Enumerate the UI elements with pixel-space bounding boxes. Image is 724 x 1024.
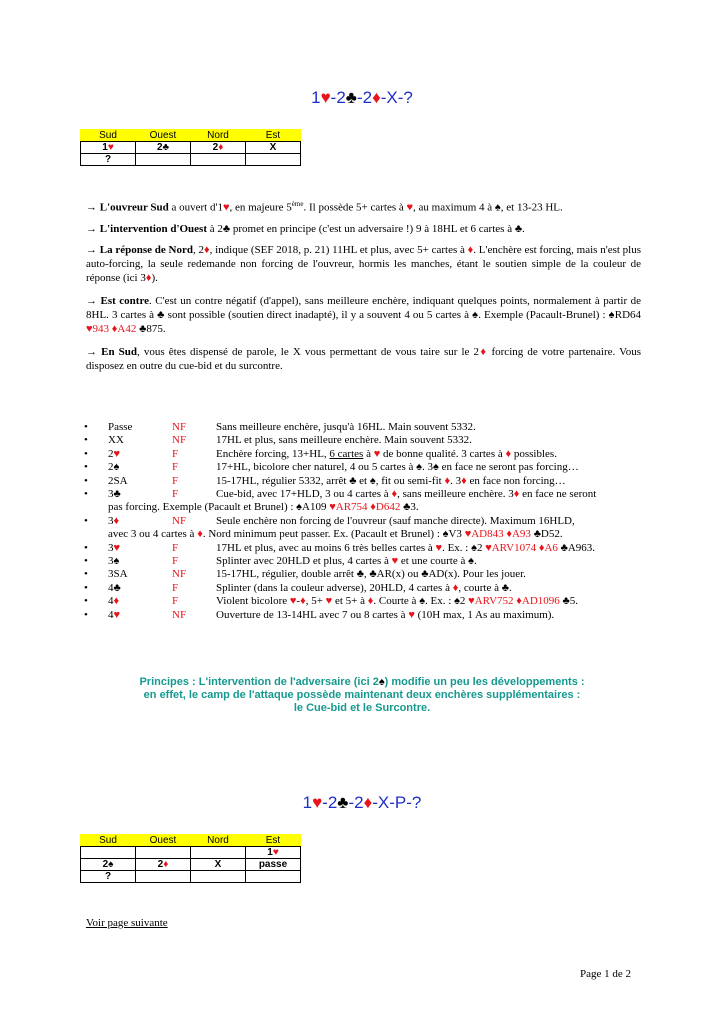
paragraph-intervention: → L'intervention d'Ouest à 2♣ promet en principe (c'est un adversaire !) 9 à 18HL et 6 cartes à ♣. [86, 223, 525, 235]
header-sud: Sud [81, 835, 136, 847]
cell-sud: 1♥ [81, 142, 136, 154]
list-item: • 3♥ F 17HL et plus, avec au moins 6 très belles cartes à ♥. Ex. : ♠2 ♥ARV1074 ♦A6 ♣A963. [84, 541, 596, 554]
list-item: • 3♦ NF Seule enchère non forcing de l'ouvreur (sauf manche directe). Maximum 16HLD, avec 3 ou 4 cartes à ♦. Nord minimum peut passer. Ex. (Pacault et Brunel) : ♠V3 ♥AD843 ♦A93 ♣D52. [84, 514, 575, 541]
cell-sud: ? [81, 154, 136, 166]
principles-note: Principes : L'intervention de l'adversaire (ici 2♠) modifie un peu les développements : en effet, le camp de l'attaque possède maintenant deux enchères supplémentaires : le Cue-bid et le Surcontre. [139, 676, 585, 714]
heart-icon: ♥ [320, 88, 331, 107]
bid-list [84, 421, 644, 622]
diamond-icon: ♦ [363, 793, 373, 812]
header-est: Est [246, 835, 301, 847]
paragraph-est-contre: → Est contre. C'est un contre négatif (d'appel), sans meilleure enchère, indiquant quelques points, normalement à partir de 8HL. 3 cartes à ♣ sont possible (soutien direct inadapté), il y a souvent 4 ou 5 cartes à ♠. Exemple (Pacault-Brunel) : ♠RD64 ♥943 ♦A42 ♣875. [86, 295, 642, 335]
list-item: • 2♠ F 17+HL, bicolore cher naturel, 4 ou 5 cartes à ♠. 3♠ en face ne seront pas forcing… [84, 461, 579, 474]
auction-table-2 [80, 834, 301, 883]
club-icon: ♣ [337, 793, 349, 812]
diamond-icon: ♦ [372, 88, 381, 107]
auction-table-1 [80, 129, 301, 166]
cell-ouest: 2♦ [136, 859, 191, 871]
list-item: • 4♣ F Splinter (dans la couleur adverse), 20HLD, 4 cartes à ♦, courte à ♣. [84, 581, 512, 594]
header-nord: Nord [191, 835, 246, 847]
cell-nord: 2♦ [191, 142, 246, 154]
list-item: • 3♣ F Cue-bid, avec 17+HLD, 3 ou 4 cartes à ♦, sans meilleure enchère. 3♦ en face ne seront pas forcing. Exemple (Pacault et Brunel) : ♠A109 ♥AR754 ♦D642 ♣3. [84, 488, 597, 514]
cell-est: passe [246, 859, 301, 871]
cell-sud: ? [81, 871, 136, 883]
header-nord: Nord [191, 130, 246, 142]
cell-ouest: 2♣ [136, 142, 191, 154]
heart-icon: ♥ [312, 793, 323, 812]
cell-est: 1♥ [246, 847, 301, 859]
header-ouest: Ouest [136, 130, 191, 142]
cell-sud: 2♠ [81, 859, 136, 871]
paragraph-en-sud: → En Sud, vous êtes dispensé de parole, le X vous permettant de vous taire sur le 2♦ forcing de votre partenaire. Vous disposez en outre du cue-bid et du surcontre. [86, 346, 641, 372]
paragraph-ouvreur: → L'ouvreur Sud a ouvert d'1♥, en majeure 5ème. Il possède 5+ cartes à ♥, au maximum 4 à ♠, et 13-23 HL. [86, 200, 563, 214]
list-item: • XX NF 17HL et plus, sans meilleure enchère. Main souvent 5332. [84, 434, 472, 447]
paragraph-reponse: → La réponse de Nord, 2♦, indique (SEF 2018, p. 21) 11HL et plus, avec 5+ cartes à ♦. L'enchère est forcing, mais n'est plus auto-forcing, la seule redemande non forcing de l'ouvreur, hormis les manches, étant le soutien simple de la couleur de réponse (ici 3♦). [86, 244, 642, 284]
list-item: • 4♥ NF Ouverture de 13-14HL avec 7 ou 8 cartes à ♥ (10H max, 1 As au maximum). [84, 608, 555, 621]
list-item: • 2♥ F Enchère forcing, 13+HL, 6 cartes à ♥ de bonne qualité. 3 cartes à ♦ possibles. [84, 447, 557, 460]
see-next-page-link[interactable]: Voir page suivante [86, 917, 168, 929]
list-item: • 3SA NF 15-17HL, régulier, double arrêt ♣, ♣AR(x) ou ♣AD(x). Pour les jouer. [84, 568, 526, 581]
cell-est: X [246, 142, 301, 154]
page-number: Page 1 de 2 [580, 968, 632, 980]
heart-icon: ♥ [107, 142, 114, 153]
header-sud: Sud [81, 130, 136, 142]
title-1: 1♥-2♣-2♦-X-? [311, 88, 413, 107]
diamond-icon: ♦ [218, 142, 224, 153]
list-item: • 4♦ F Violent bicolore ♥-♦, 5+ ♥ et 5+ à ♦. Courte à ♠. Ex. : ♠2 ♥ARV752 ♦AD1096 ♣5. [84, 595, 579, 608]
club-icon: ♣ [162, 142, 170, 153]
list-item: • Passe NF Sans meilleure enchère, jusqu'à 16HL. Main souvent 5332. [84, 421, 476, 433]
list-item: • 3♠ F Splinter avec 20HLD et plus, 4 cartes à ♥ et une courte à ♠. [84, 555, 477, 568]
list-item: • 2SA F 15-17HL, régulier 5332, arrêt ♣ et ♠, fit ou semi-fit ♦. 3♦ en face non forcing… [84, 474, 566, 487]
header-ouest: Ouest [136, 835, 191, 847]
header-est: Est [246, 130, 301, 142]
title-2: 1♥-2♣-2♦-X-P-? [302, 793, 422, 812]
club-icon: ♣ [345, 88, 357, 107]
cell-nord: X [191, 859, 246, 871]
